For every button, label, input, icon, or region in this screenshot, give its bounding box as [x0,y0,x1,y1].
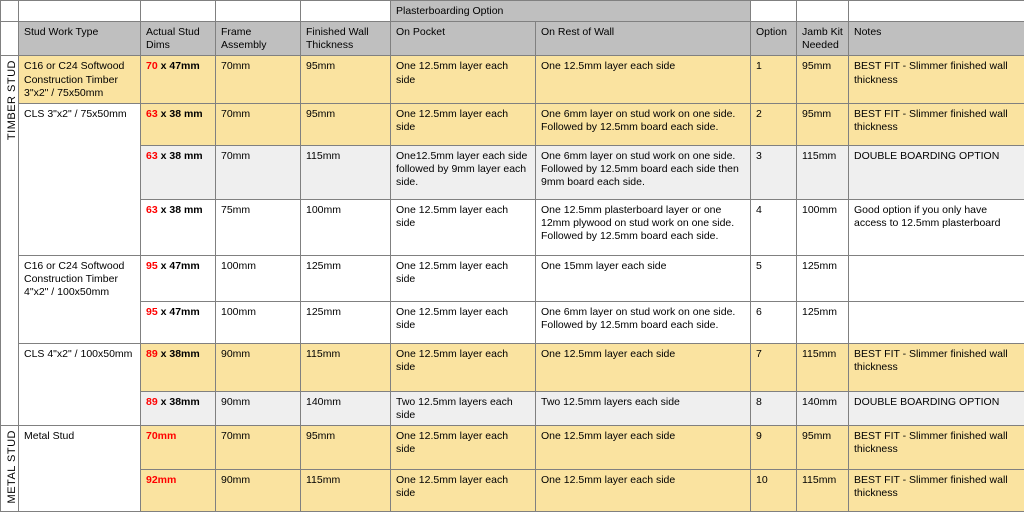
finished-wall-thickness-cell: 115mm [301,343,391,391]
header-spacer-stud-work-type [19,1,141,22]
stud-dim-primary: 95 [146,306,158,318]
on-rest-of-wall-cell: One 12.5mm layer each side [536,56,751,103]
frame-assembly-cell: 70mm [216,426,301,470]
frame-assembly-cell: 90mm [216,470,301,512]
stud-dim-primary: 89 [146,348,158,360]
stud-dim-primary: 63 [146,108,158,120]
stud-dim-secondary: x 47mm [161,60,200,72]
on-pocket-cell: One 12.5mm layer each side [391,56,536,103]
frame-assembly-cell: 100mm [216,301,301,343]
jamb-kit-needed-cell: 125mm [797,255,849,301]
notes-cell [849,301,1024,343]
on-pocket-cell: One 12.5mm layer each side [391,470,536,512]
frame-assembly-cell: 75mm [216,199,301,255]
actual-stud-dims-cell [141,426,216,470]
table-row [1,470,1024,512]
column-header-actual-stud-dims: Actual Stud Dims [141,22,216,56]
stud-dim-secondary: x 38mm [161,396,200,408]
option-cell: 2 [751,103,797,145]
on-pocket-cell: One 12.5mm layer each side [391,103,536,145]
on-rest-of-wall-cell: One 15mm layer each side [536,255,751,301]
header-spacer-option [751,1,797,22]
stud-dim-primary: 70mm [146,430,176,442]
finished-wall-thickness-cell: 115mm [301,470,391,512]
table-row [1,255,1024,301]
table-header-row [1,22,1024,56]
option-cell: 9 [751,426,797,470]
notes-cell: DOUBLE BOARDING OPTION [849,391,1024,425]
stud-dim-secondary: x 47mm [161,260,200,272]
jamb-kit-needed-cell: 95mm [797,426,849,470]
finished-wall-thickness-cell: 140mm [301,391,391,425]
finished-wall-thickness-cell: 100mm [301,199,391,255]
notes-cell: BEST FIT - Slimmer finished wall thickness [849,470,1024,512]
jamb-kit-needed-cell: 115mm [797,470,849,512]
frame-assembly-cell: 70mm [216,103,301,145]
frame-assembly-cell: 70mm [216,56,301,103]
table-row [1,426,1024,470]
on-pocket-cell: One12.5mm layer each side followed by 9mm layer each side. [391,145,536,199]
actual-stud-dims-cell [141,343,216,391]
on-pocket-cell: One 12.5mm layer each side [391,199,536,255]
on-pocket-cell: Two 12.5mm layers each side [391,391,536,425]
stud-work-type-cell: C16 or C24 Softwood Construction Timber 3"x2" / 75x50mm [19,56,141,103]
column-header-option: Option [751,22,797,56]
frame-assembly-cell: 70mm [216,145,301,199]
stud-dim-secondary: x 47mm [161,306,200,318]
table-row [1,103,1024,145]
finished-wall-thickness-cell: 95mm [301,426,391,470]
actual-stud-dims-cell [141,255,216,301]
option-cell: 5 [751,255,797,301]
frame-assembly-cell: 100mm [216,255,301,301]
stud-dim-primary: 95 [146,260,158,272]
on-rest-of-wall-cell: One 12.5mm plasterboard layer or one 12mm plywood on stud work on one side. Followed by 12.5mm board each side. [536,199,751,255]
stud-work-type-cell: CLS 4"x2" / 100x50mm [19,343,141,425]
table-row [1,199,1024,255]
actual-stud-dims-cell [141,103,216,145]
on-rest-of-wall-cell: One 6mm layer on stud work on one side. Followed by 12.5mm board each side. [536,301,751,343]
actual-stud-dims-cell [141,56,216,103]
finished-wall-thickness-cell: 125mm [301,255,391,301]
header-spacer-jamb-kit [797,1,849,22]
notes-cell: BEST FIT - Slimmer finished wall thickness [849,426,1024,470]
stud-dim-primary: 92mm [146,474,176,486]
finished-wall-thickness-cell: 115mm [301,145,391,199]
table-row [1,343,1024,391]
header-spacer-frame-assembly [216,1,301,22]
option-cell: 1 [751,56,797,103]
actual-stud-dims-cell [141,145,216,199]
notes-cell: BEST FIT - Slimmer finished wall thickness [849,103,1024,145]
on-pocket-cell: One 12.5mm layer each side [391,343,536,391]
frame-assembly-cell: 90mm [216,391,301,425]
table-row [1,301,1024,343]
option-cell: 4 [751,199,797,255]
on-rest-of-wall-cell: One 6mm layer on stud work on one side. Followed by 12.5mm board each side then 9mm board each side. [536,145,751,199]
group-label-timber-stud-text: TIMBER STUD [6,60,19,140]
option-cell: 6 [751,301,797,343]
stud-dim-secondary: x 38 mm [161,108,203,120]
header-plasterboarding-option: Plasterboarding Option [391,1,751,22]
stud-dim-primary: 63 [146,204,158,216]
option-cell: 7 [751,343,797,391]
stud-work-type-cell: Metal Stud [19,426,141,512]
column-header-notes: Notes [849,22,1024,56]
jamb-kit-needed-cell: 100mm [797,199,849,255]
notes-cell: Good option if you only have access to 12.5mm plasterboard [849,199,1024,255]
table-row [1,145,1024,199]
on-rest-of-wall-cell: One 12.5mm layer each side [536,343,751,391]
jamb-kit-needed-cell: 115mm [797,343,849,391]
table-header-row-group [1,1,1024,22]
on-rest-of-wall-cell: One 12.5mm layer each side [536,470,751,512]
notes-cell: BEST FIT - Slimmer finished wall thickness [849,343,1024,391]
stud-dim-secondary: x 38mm [161,348,200,360]
stud-dim-primary: 89 [146,396,158,408]
stud-dim-secondary: x 38 mm [161,204,203,216]
actual-stud-dims-cell [141,301,216,343]
on-pocket-cell: One 12.5mm layer each side [391,301,536,343]
column-header-finished-wall-thickness: Finished Wall Thickness [301,22,391,56]
column-header-stud-work-type: Stud Work Type [19,22,141,56]
table-row [1,391,1024,425]
on-pocket-cell: One 12.5mm layer each side [391,426,536,470]
stud-work-type-cell: C16 or C24 Softwood Construction Timber 4"x2" / 100x50mm [19,255,141,343]
frame-assembly-cell: 90mm [216,343,301,391]
notes-cell: DOUBLE BOARDING OPTION [849,145,1024,199]
header-spacer-notes [849,1,1024,22]
column-header-on-rest-of-wall: On Rest of Wall [536,22,751,56]
column-header-jamb-kit-needed: Jamb Kit Needed [797,22,849,56]
option-cell: 8 [751,391,797,425]
finished-wall-thickness-cell: 125mm [301,301,391,343]
column-header-on-pocket: On Pocket [391,22,536,56]
finished-wall-thickness-cell: 95mm [301,56,391,103]
jamb-kit-needed-cell: 140mm [797,391,849,425]
jamb-kit-needed-cell: 95mm [797,56,849,103]
column-header-frame-assembly: Frame Assembly [216,22,301,56]
group-label-metal-stud-text: METAL STUD [6,430,19,503]
stud-dim-primary: 63 [146,150,158,162]
group-column-header [1,22,19,56]
jamb-kit-needed-cell: 115mm [797,145,849,199]
jamb-kit-needed-cell: 95mm [797,103,849,145]
header-spacer-actual-stud-dims [141,1,216,22]
notes-cell [849,255,1024,301]
actual-stud-dims-cell [141,391,216,425]
on-rest-of-wall-cell: One 12.5mm layer each side [536,426,751,470]
table-row [1,56,1024,103]
stud-work-type-cell: CLS 3"x2" / 75x50mm [19,103,141,255]
on-rest-of-wall-cell: One 6mm layer on stud work on one side. Followed by 12.5mm board each side. [536,103,751,145]
actual-stud-dims-cell [141,199,216,255]
finished-wall-thickness-cell: 95mm [301,103,391,145]
jamb-kit-needed-cell: 125mm [797,301,849,343]
on-pocket-cell: One 12.5mm layer each side [391,255,536,301]
stud-dim-secondary: x 38 mm [161,150,203,162]
group-label-timber-stud [1,56,19,426]
group-column-spacer [1,1,19,22]
stud-dim-primary: 70 [146,60,158,72]
notes-cell: BEST FIT - Slimmer finished wall thickness [849,56,1024,103]
option-cell: 10 [751,470,797,512]
on-rest-of-wall-cell: Two 12.5mm layers each side [536,391,751,425]
option-cell: 3 [751,145,797,199]
group-label-metal-stud [1,426,19,512]
header-spacer-finished-wall-thickness [301,1,391,22]
actual-stud-dims-cell [141,470,216,512]
